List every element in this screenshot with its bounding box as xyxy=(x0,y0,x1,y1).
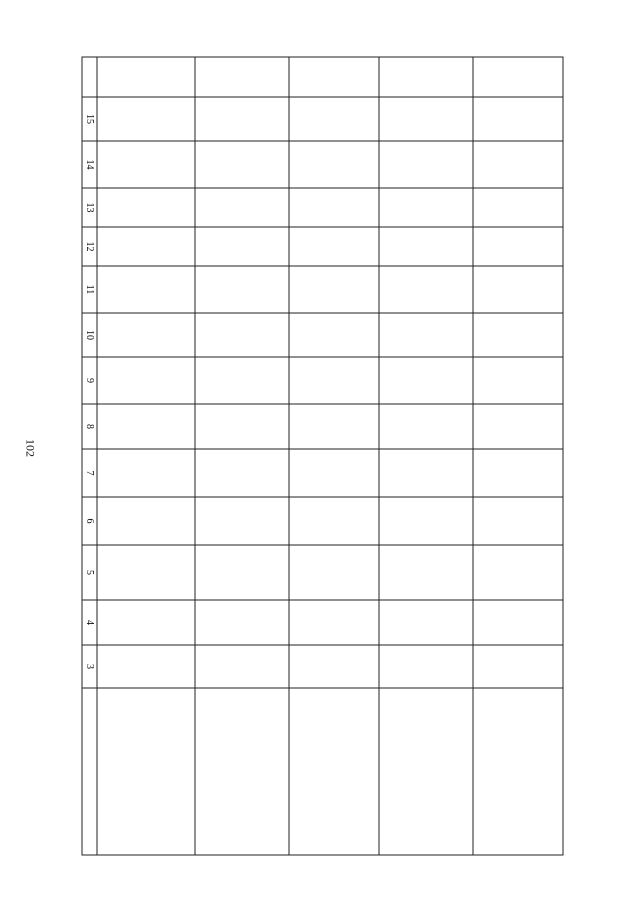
header-number: 11 xyxy=(84,284,96,295)
page-number: 102 xyxy=(23,439,38,457)
table-border xyxy=(82,57,563,855)
header-number: 9 xyxy=(84,378,96,383)
header-number: 4 xyxy=(84,620,96,625)
header-number: 10 xyxy=(84,330,96,340)
header-number: 14 xyxy=(84,159,96,170)
header-number: 5 xyxy=(84,570,96,575)
header-number: 12 xyxy=(84,241,96,252)
header-number: 3 xyxy=(84,664,96,669)
header-number: 7 xyxy=(84,470,96,476)
header-number: 8 xyxy=(84,424,96,429)
header-number: 13 xyxy=(84,202,96,213)
header-number: 15 xyxy=(84,114,96,124)
header-number: 6 xyxy=(84,518,96,524)
